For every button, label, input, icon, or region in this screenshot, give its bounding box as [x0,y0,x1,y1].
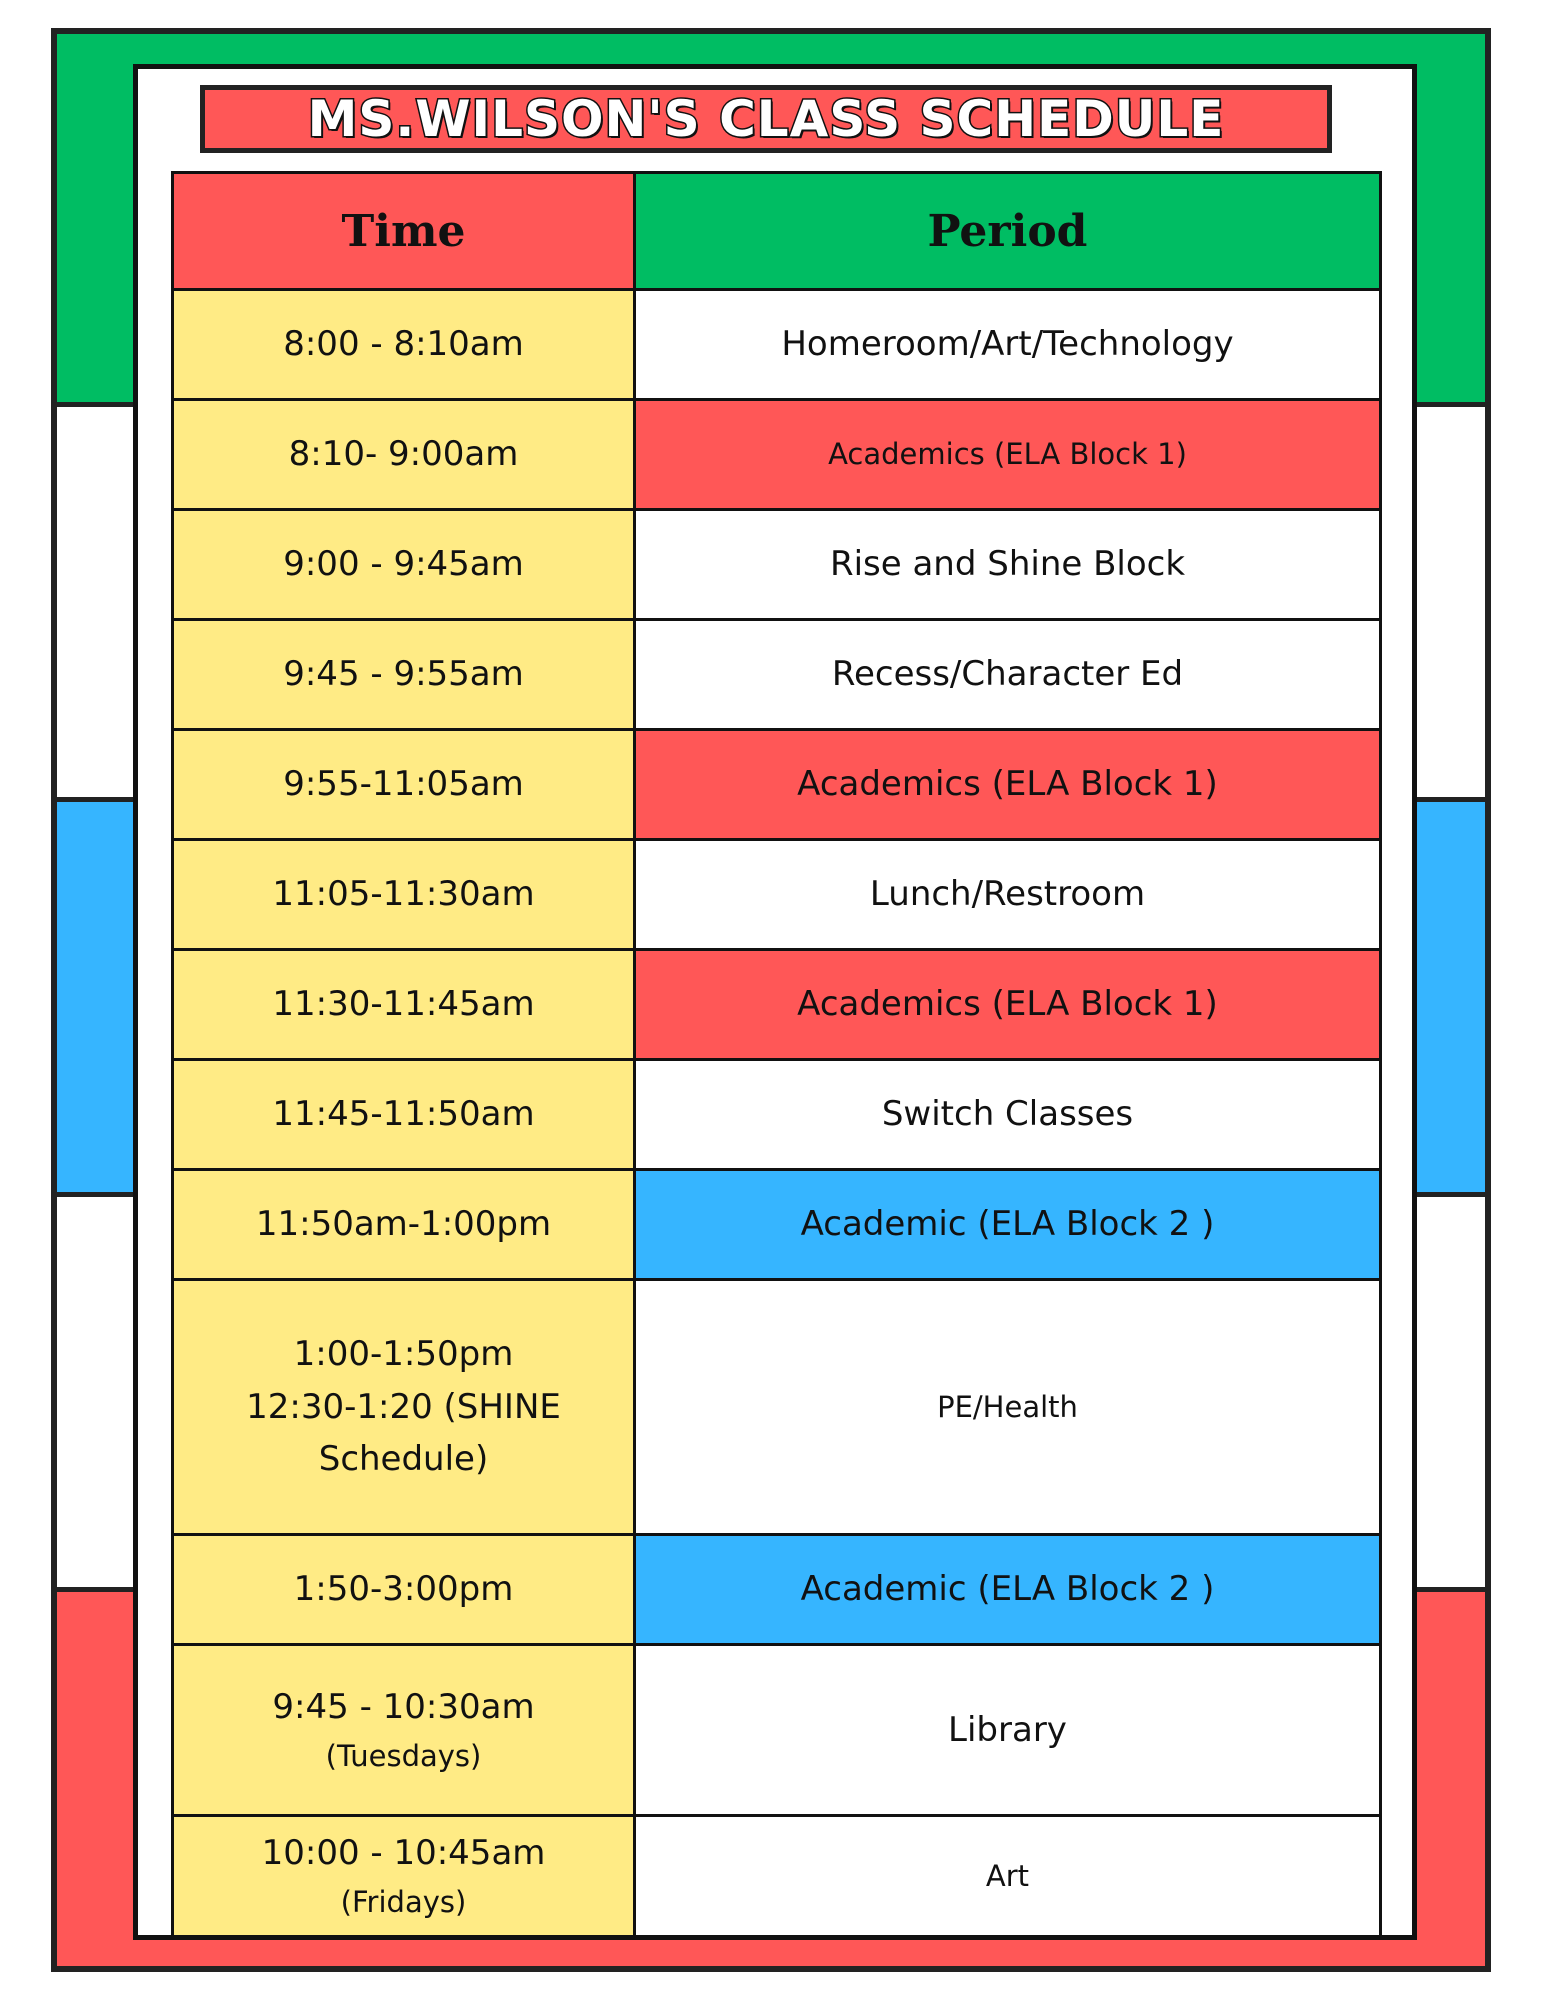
table-row [173,400,1381,510]
title-banner [200,85,1332,153]
time-text: 9:55-11:05am [283,764,524,805]
table-row [173,1816,1381,1937]
time-cell [173,1060,635,1170]
time-text: 10:00 - 10:45am [261,1833,546,1874]
time-cell [173,290,635,400]
time-cell [173,1280,635,1535]
table-row [173,1170,1381,1280]
period-cell: Academics (ELA Block 1) [635,950,1381,1060]
page-title: MS.WILSON'S CLASS SCHEDULE [307,90,1225,148]
time-cell [173,730,635,840]
time-text: 9:45 - 9:55am [283,654,524,695]
time-text: 11:45-11:50am [272,1094,535,1135]
period-column-header: Period [635,173,1381,290]
time-cell [173,1170,635,1280]
period-cell: Academics (ELA Block 1) [635,400,1381,510]
schedule-table [171,171,1382,1938]
table-row [173,290,1381,400]
table-row [173,730,1381,840]
time-text: 8:00 - 8:10am [283,324,524,365]
period-cell: Homeroom/Art/Technology [635,290,1381,400]
time-text: 1:00-1:50pm [293,1333,514,1374]
time-text: 11:30-11:45am [272,984,535,1025]
period-cell: Switch Classes [635,1060,1381,1170]
time-cell [173,1535,635,1645]
time-text: 11:50am-1:00pm [255,1204,552,1245]
period-cell: Recess/Character Ed [635,620,1381,730]
time-text: 9:45 - 10:30am [272,1687,535,1728]
table-row [173,1280,1381,1535]
table-row [173,510,1381,620]
time-text: 8:10- 9:00am [288,434,519,475]
time-text: 11:05-11:30am [272,874,535,915]
time-cell [173,840,635,950]
time-cell [173,400,635,510]
time-cell [173,510,635,620]
time-cell [173,1645,635,1816]
time-text: 9:00 - 9:45am [283,544,524,585]
period-cell: Lunch/Restroom [635,840,1381,950]
period-cell: Rise and Shine Block [635,510,1381,620]
table-row [173,1060,1381,1170]
time-text: 12:30-1:20 (SHINE [246,1386,561,1427]
period-cell: Art [635,1816,1381,1937]
time-column-header: Time [173,173,635,290]
period-cell: Academic (ELA Block 2 ) [635,1170,1381,1280]
time-text: 1:50-3:00pm [293,1569,514,1610]
header-row [173,173,1381,290]
time-text: Schedule) [318,1439,489,1480]
time-note: (Tuesdays) [325,1738,482,1773]
period-cell: Academic (ELA Block 2 ) [635,1535,1381,1645]
table-row [173,1535,1381,1645]
period-cell: Academics (ELA Block 1) [635,730,1381,840]
time-cell [173,620,635,730]
period-cell: Library [635,1645,1381,1816]
time-cell [173,1816,635,1937]
time-cell [173,950,635,1060]
period-cell: PE/Health [635,1280,1381,1535]
table-row [173,1645,1381,1816]
table-row [173,840,1381,950]
table-row [173,620,1381,730]
time-note: (Fridays) [340,1884,467,1919]
table-row [173,950,1381,1060]
